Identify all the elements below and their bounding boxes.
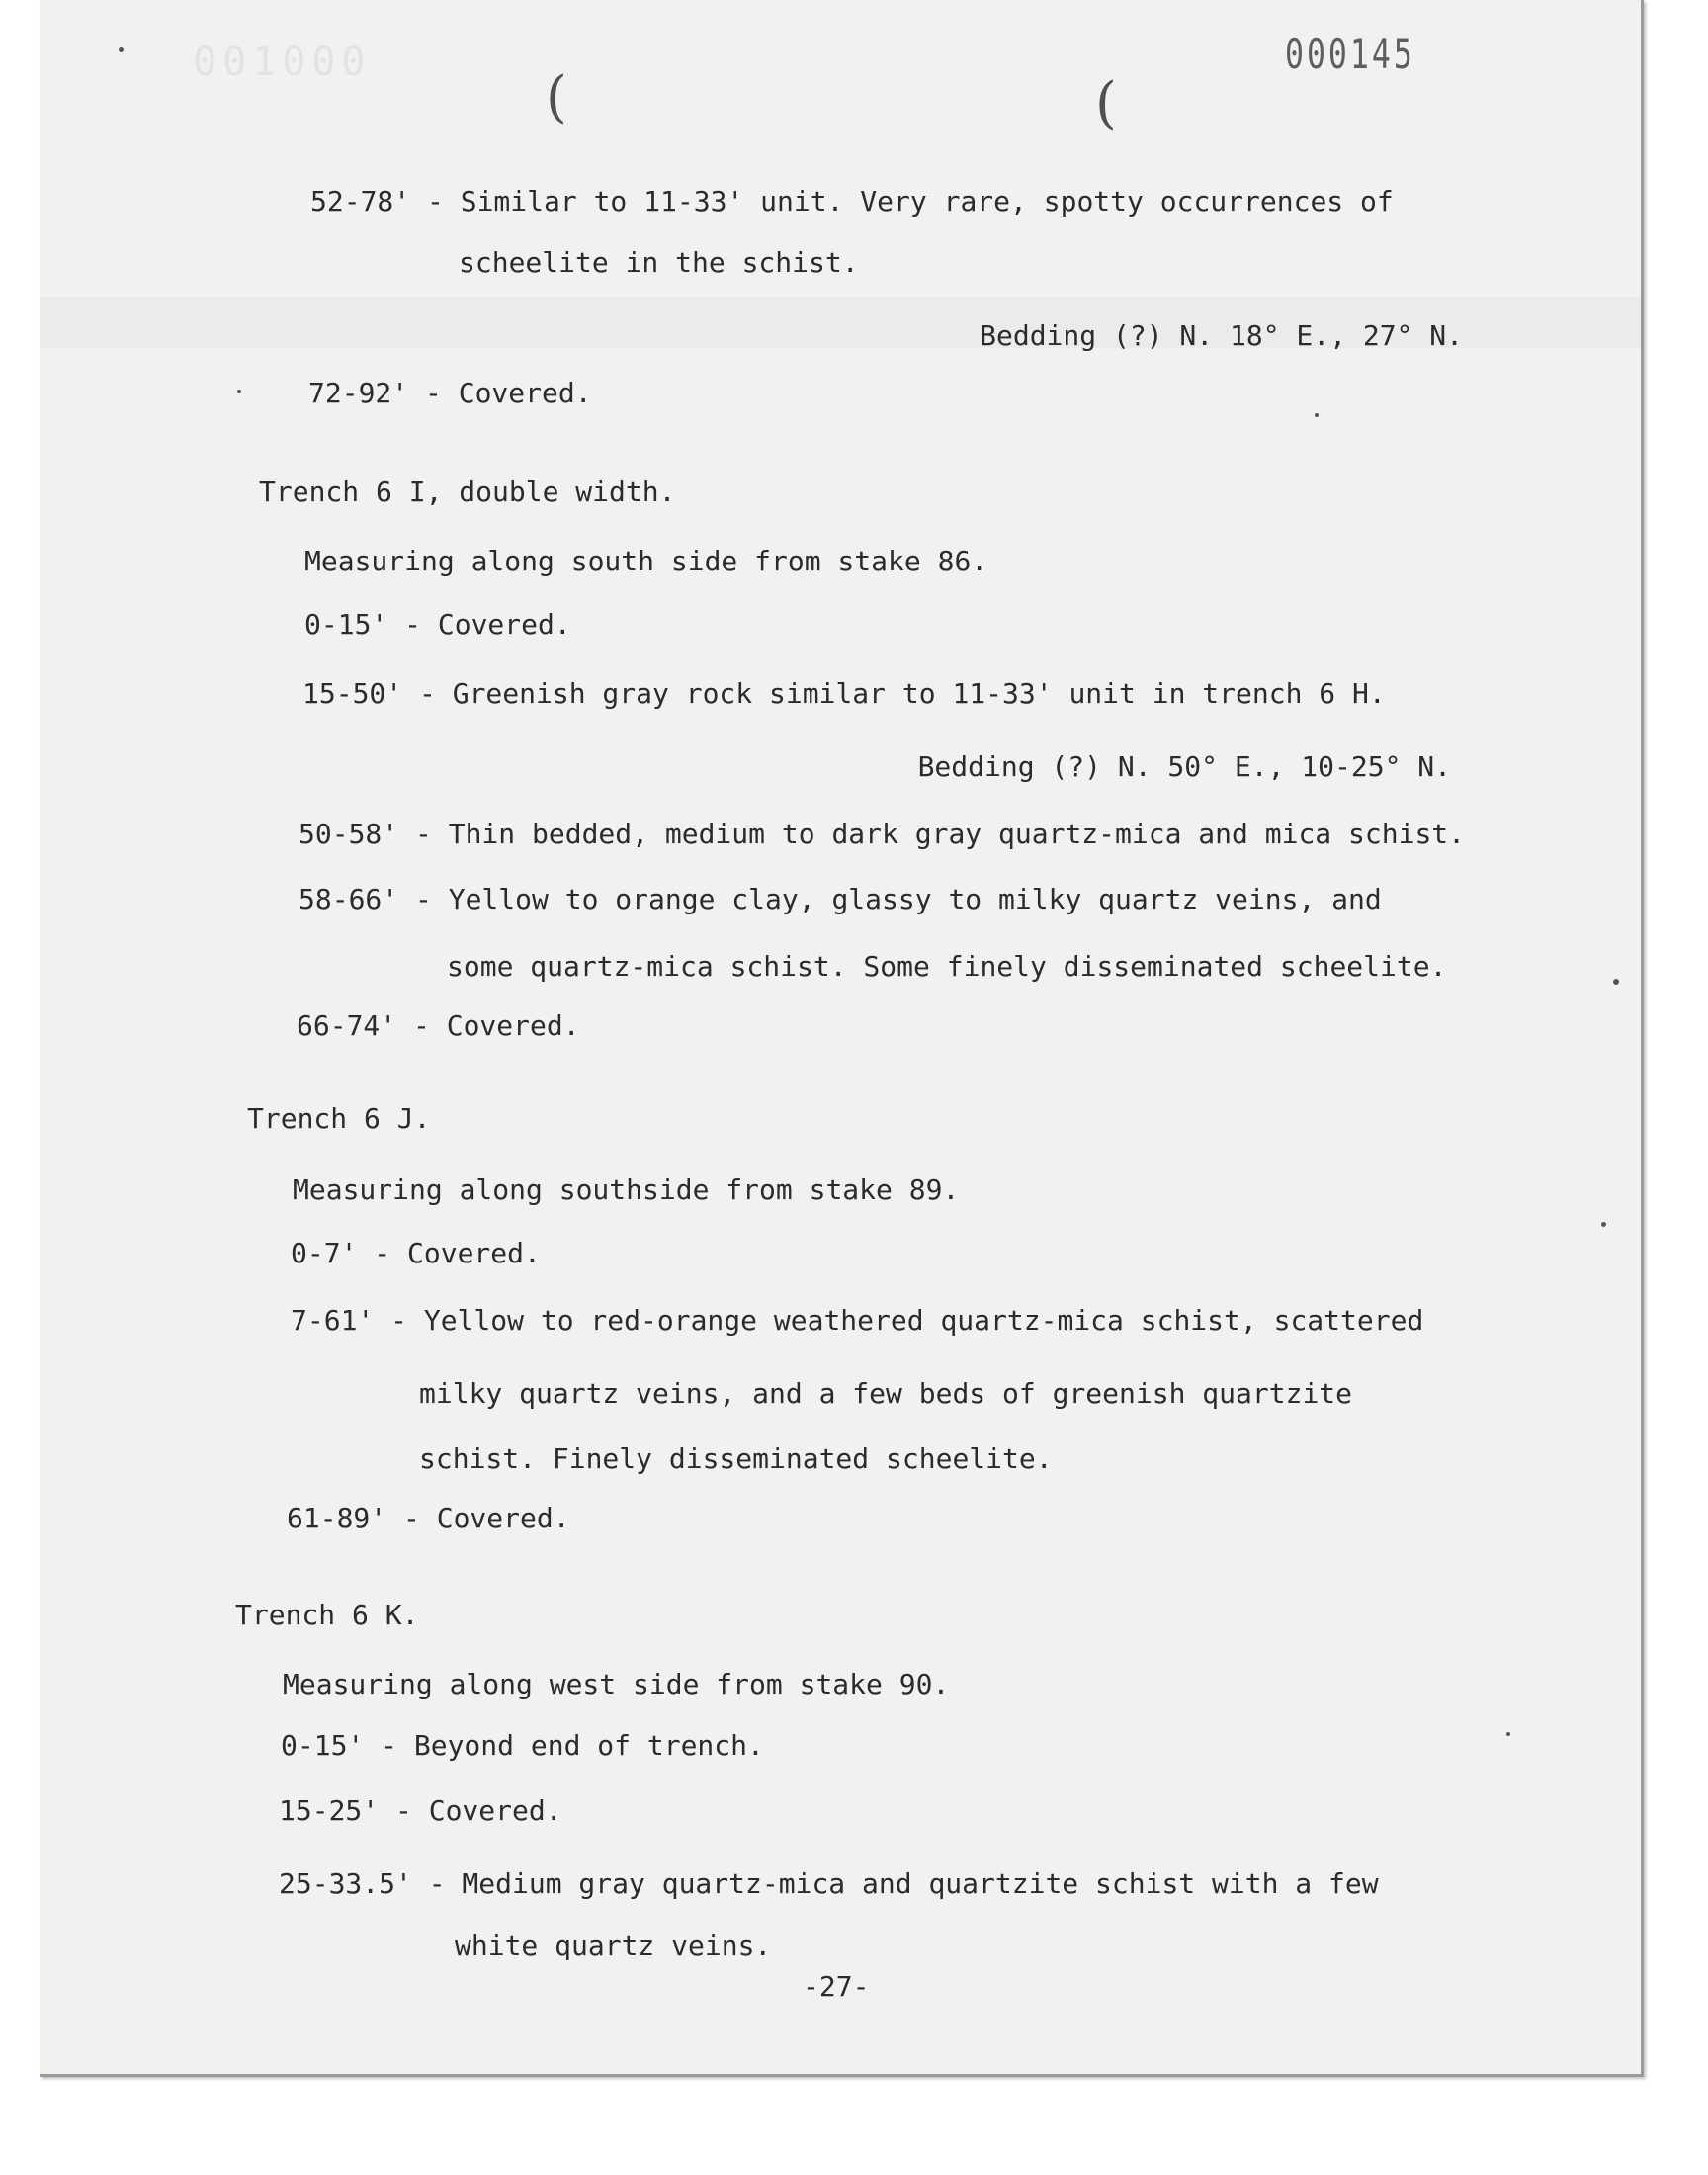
text-line-19: schist. Finely disseminated scheelite. (419, 1442, 1053, 1475)
page-number: -27- (803, 1970, 870, 2003)
heading-trench-6j: Trench 6 J. (247, 1102, 431, 1135)
text-line-3: Bedding (?) N. 18° E., 27° N. (980, 319, 1463, 352)
scan-speck (1601, 1222, 1606, 1227)
heading-trench-6i: Trench 6 I, double width. (259, 476, 676, 508)
text-line-1: 52-78' - Similar to 11-33' unit. Very rare, spotty occurrences of (310, 185, 1394, 218)
text-line-18: milky quartz veins, and a few beds of greenish quartzite (419, 1377, 1353, 1410)
text-line-20: 61-89' - Covered. (287, 1502, 570, 1534)
text-line-17: 7-61' - Yellow to red-orange weathered quartz-mica schist, scattered (291, 1304, 1424, 1337)
punch-hole-mark-left: ( (546, 65, 567, 130)
scan-speck (1315, 413, 1319, 417)
text-line-13: 66-74' - Covered. (297, 1009, 580, 1042)
text-line-8: 15-50' - Greenish gray rock similar to 11-33' unit in trench 6 H. (302, 677, 1386, 710)
text-line-26: white quartz veins. (455, 1929, 772, 1961)
text-line-10: 50-58' - Thin bedded, medium to dark gray quartz-mica and mica schist. (299, 818, 1466, 850)
scan-speck (119, 47, 124, 52)
text-line-2: scheelite in the schist. (459, 246, 859, 279)
text-line-4: 72-92' - Covered. (308, 377, 592, 409)
punch-hole-mark-right: ( (1095, 71, 1117, 135)
faint-bleed-through-mark: 001000 (193, 40, 372, 85)
text-line-24: 15-25' - Covered. (279, 1794, 562, 1827)
scan-speck (237, 390, 241, 393)
text-line-25: 25-33.5' - Medium gray quartz-mica and quartzite schist with a few (279, 1868, 1379, 1900)
text-line-9: Bedding (?) N. 50° E., 10-25° N. (917, 750, 1451, 783)
text-line-16: 0-7' - Covered. (291, 1237, 541, 1269)
text-line-7: 0-15' - Covered. (304, 608, 571, 641)
scan-speck (1506, 1732, 1510, 1736)
document-serial-number: 000145 (1285, 30, 1415, 78)
text-line-22: Measuring along west side from stake 90. (283, 1668, 950, 1700)
text-line-23: 0-15' - Beyond end of trench. (281, 1729, 764, 1762)
text-line-15: Measuring along southside from stake 89. (293, 1174, 960, 1206)
text-line-11: 58-66' - Yellow to orange clay, glassy to milky quartz veins, and (299, 883, 1382, 915)
text-line-12: some quartz-mica schist. Some finely disseminated scheelite. (447, 950, 1447, 983)
scan-speck (1613, 979, 1619, 985)
heading-trench-6k: Trench 6 K. (235, 1599, 419, 1631)
text-line-6: Measuring along south side from stake 86. (304, 545, 988, 577)
